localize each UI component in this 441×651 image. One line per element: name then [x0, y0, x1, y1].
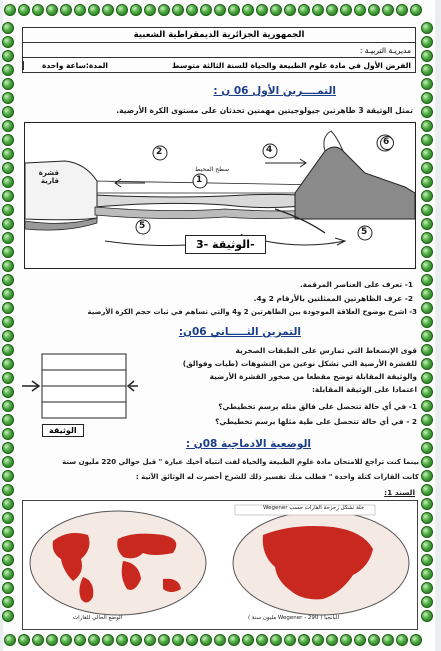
- border-bead: [228, 4, 240, 16]
- beaded-border-top: [4, 4, 422, 16]
- border-bead: [421, 204, 433, 216]
- border-bead: [421, 260, 433, 272]
- border-bead: [326, 634, 338, 646]
- border-bead: [2, 498, 14, 510]
- border-bead: [298, 634, 310, 646]
- border-bead: [421, 512, 433, 524]
- border-bead: [284, 4, 296, 16]
- border-bead: [421, 22, 433, 34]
- border-bead: [200, 4, 212, 16]
- border-bead: [130, 4, 142, 16]
- border-bead: [2, 78, 14, 90]
- border-bead: [32, 4, 44, 16]
- border-bead: [421, 218, 433, 230]
- border-bead: [298, 4, 310, 16]
- geology-figure: [24, 122, 416, 269]
- marker-1: 1: [196, 175, 203, 185]
- border-bead: [421, 358, 433, 370]
- beaded-border-right: [421, 22, 433, 622]
- marker-5a: 5: [139, 221, 146, 231]
- border-bead: [2, 470, 14, 482]
- rock-layers-diagram: [20, 350, 140, 430]
- border-bead: [2, 22, 14, 34]
- border-bead: [2, 36, 14, 48]
- source-1-label: السند 1:: [384, 488, 415, 497]
- marker-6: 6: [383, 137, 390, 147]
- border-bead: [88, 634, 100, 646]
- border-bead: [421, 526, 433, 538]
- ex2-question-2: 2 - في أي حالة تتحصل على طية مثلها برسم تخطيطي؟: [215, 417, 417, 426]
- border-bead: [2, 218, 14, 230]
- border-bead: [2, 344, 14, 356]
- border-bead: [2, 372, 14, 384]
- header-exam-row: [23, 58, 415, 72]
- border-bead: [284, 634, 296, 646]
- ex2-line-4: اعتمادا على الوثيقة المقابلة:: [311, 385, 417, 394]
- border-bead: [421, 106, 433, 118]
- border-bead: [228, 634, 240, 646]
- border-bead: [421, 50, 433, 62]
- maps-figure: [22, 500, 418, 630]
- header-republic-row: [23, 28, 415, 43]
- border-bead: [410, 4, 422, 16]
- border-bead: [421, 470, 433, 482]
- border-bead: [421, 400, 433, 412]
- border-bead: [340, 634, 352, 646]
- border-bead: [368, 4, 380, 16]
- border-bead: [2, 596, 14, 608]
- border-bead: [2, 582, 14, 594]
- border-bead: [2, 120, 14, 132]
- border-bead: [2, 232, 14, 244]
- exercise1-title: التمــــرين الأول 06 ن :: [213, 85, 336, 97]
- ex2-line-2: للقشرة الأرضية التي تشكل نوعين من التشوهات (طيات وفوالق): [182, 359, 417, 368]
- border-bead: [410, 634, 422, 646]
- border-bead: [242, 4, 254, 16]
- continents-maps: [23, 501, 417, 629]
- border-bead: [421, 302, 433, 314]
- ex1-question-3: 3- اشرح بوضوح العلاقة الموجودة بين الظاهرتين 2 و4 والتي تساهم في ثبات حجم الكرة الأرضية: [87, 308, 417, 316]
- ex2-line-1: قوى الإنضغاط التي تمارس على الطبقات الصخرية: [235, 346, 417, 355]
- border-bead: [2, 64, 14, 76]
- border-bead: [421, 372, 433, 384]
- border-bead: [144, 4, 156, 16]
- border-bead: [2, 92, 14, 104]
- border-bead: [242, 634, 254, 646]
- border-bead: [421, 148, 433, 160]
- border-bead: [88, 4, 100, 16]
- border-bead: [421, 316, 433, 328]
- border-bead: [60, 634, 72, 646]
- border-bead: [421, 134, 433, 146]
- border-bead: [2, 512, 14, 524]
- border-bead: [2, 358, 14, 370]
- integration-line-1: بينما كنت تراجع للامتحان مادة علوم الطبيعة والحياة لفت انتباه أخيك عبارة " قبل حوالي 220 مليون سنة: [62, 458, 419, 466]
- marker-2: 2: [156, 147, 163, 157]
- border-bead: [2, 274, 14, 286]
- border-bead: [2, 50, 14, 62]
- border-bead: [116, 634, 128, 646]
- border-bead: [421, 64, 433, 76]
- exercise2-title: التمرين الثـــــاني 06ن:: [178, 326, 301, 338]
- border-bead: [2, 526, 14, 538]
- border-bead: [2, 610, 14, 622]
- border-bead: [2, 288, 14, 300]
- border-bead: [2, 400, 14, 412]
- border-bead: [421, 498, 433, 510]
- border-bead: [421, 414, 433, 426]
- republic-title: الجمهورية الجزائرية الديمقراطية الشعبية: [133, 30, 305, 40]
- border-bead: [340, 4, 352, 16]
- border-bead: [421, 386, 433, 398]
- border-bead: [256, 634, 268, 646]
- exam-title: الفرض الأول في مادة علوم الطبيعة والحياة للسنة الثالثة متوسط: [172, 60, 411, 70]
- border-bead: [18, 634, 30, 646]
- crust-label: قشرة قارية: [38, 169, 59, 185]
- border-bead: [2, 134, 14, 146]
- border-bead: [256, 4, 268, 16]
- marker-5b: 5: [361, 227, 368, 237]
- border-bead: [172, 634, 184, 646]
- border-bead: [421, 274, 433, 286]
- border-bead: [421, 36, 433, 48]
- border-bead: [214, 4, 226, 16]
- border-bead: [2, 330, 14, 342]
- border-bead: [2, 456, 14, 468]
- border-bead: [421, 596, 433, 608]
- border-bead: [2, 428, 14, 440]
- beaded-border-bottom: [4, 634, 422, 646]
- border-bead: [354, 4, 366, 16]
- border-bead: [102, 634, 114, 646]
- border-bead: [421, 554, 433, 566]
- border-bead: [312, 4, 324, 16]
- border-bead: [2, 246, 14, 258]
- border-bead: [421, 330, 433, 342]
- border-bead: [326, 4, 338, 16]
- border-bead: [312, 634, 324, 646]
- border-bead: [421, 456, 433, 468]
- border-bead: [421, 162, 433, 174]
- ex1-question-2: 2- عرف الظاهرتين الممثلتين بالأرقام 2 و4.: [253, 294, 413, 303]
- border-bead: [18, 4, 30, 16]
- border-bead: [46, 4, 58, 16]
- border-bead: [214, 634, 226, 646]
- border-bead: [2, 554, 14, 566]
- beaded-border-left: [2, 22, 14, 622]
- integration-title: الوضعية الادماجية 08ن :: [185, 438, 311, 450]
- present-map-caption: الوضع الحالي للقارات: [73, 615, 123, 621]
- directorate-label: مديريـة التربيـة :: [359, 45, 411, 55]
- border-bead: [200, 634, 212, 646]
- border-bead: [144, 634, 156, 646]
- border-bead: [46, 634, 58, 646]
- integration-line-2: كانت القارات كتلة واحدة " فطلب منك تفسير ذلك للشرح أحضرت له الوثائق الآتية :: [135, 473, 419, 481]
- border-bead: [2, 386, 14, 398]
- border-bead: [2, 316, 14, 328]
- ex2-doc-label: الوثيقة: [42, 424, 84, 437]
- border-bead: [354, 634, 366, 646]
- border-bead: [116, 4, 128, 16]
- border-bead: [421, 190, 433, 202]
- border-bead: [2, 190, 14, 202]
- border-bead: [4, 4, 16, 16]
- border-bead: [421, 610, 433, 622]
- border-bead: [2, 568, 14, 580]
- border-bead: [2, 106, 14, 118]
- border-bead: [421, 232, 433, 244]
- border-bead: [2, 484, 14, 496]
- border-bead: [186, 634, 198, 646]
- border-bead: [102, 4, 114, 16]
- ex1-question-1: 1- تعرف على العناصر المرقمة.: [299, 280, 413, 289]
- border-bead: [2, 414, 14, 426]
- ocean-surface-label: سطح المحيط: [195, 166, 230, 173]
- border-bead: [421, 582, 433, 594]
- border-bead: [74, 4, 86, 16]
- border-bead: [270, 634, 282, 646]
- pangaea-map-caption: البانجيا ( Wegener - 290 مليون سنة ): [248, 615, 340, 621]
- border-bead: [421, 540, 433, 552]
- border-bead: [2, 302, 14, 314]
- border-bead: [382, 4, 394, 16]
- border-bead: [421, 428, 433, 440]
- border-bead: [158, 4, 170, 16]
- border-bead: [4, 634, 16, 646]
- border-bead: [421, 78, 433, 90]
- border-bead: [130, 634, 142, 646]
- border-bead: [270, 4, 282, 16]
- marker-4: 4: [266, 145, 273, 155]
- ex2-line-3: والوثيقة المقابلة توضح مقطعا من صخور القشرة الأرضية: [209, 372, 417, 381]
- border-bead: [2, 162, 14, 174]
- pangaea-map-title: خلة تشكل زحزحة القارات حسب Wegener: [263, 505, 365, 511]
- border-bead: [421, 288, 433, 300]
- border-bead: [421, 120, 433, 132]
- doc3-label: الوثيقة -3-: [185, 235, 266, 254]
- border-bead: [421, 484, 433, 496]
- border-bead: [382, 634, 394, 646]
- border-bead: [368, 634, 380, 646]
- border-bead: [172, 4, 184, 16]
- ex2-question-1: 1- في أي حالة تتحصل على فالق مثله برسم تخطيطي؟: [218, 402, 417, 411]
- header-directorate-row: [23, 43, 415, 58]
- border-bead: [2, 260, 14, 272]
- border-bead: [2, 540, 14, 552]
- border-bead: [421, 344, 433, 356]
- exercise1-intro: تمثل الوثيقة 3 ظاهرتين جيولوجيتين مهمتين تحدثان على مستوى الكرة الأرضية.: [116, 106, 413, 115]
- border-bead: [2, 176, 14, 188]
- border-bead: [396, 4, 408, 16]
- exam-duration: المدة:ساعة واحدة: [23, 61, 112, 70]
- border-bead: [421, 246, 433, 258]
- border-bead: [186, 4, 198, 16]
- border-bead: [421, 568, 433, 580]
- border-bead: [32, 634, 44, 646]
- border-bead: [158, 634, 170, 646]
- exam-header: [22, 27, 416, 73]
- border-bead: [421, 92, 433, 104]
- border-bead: [2, 442, 14, 454]
- border-bead: [2, 148, 14, 160]
- border-bead: [60, 4, 72, 16]
- border-bead: [396, 634, 408, 646]
- border-bead: [74, 634, 86, 646]
- border-bead: [421, 176, 433, 188]
- border-bead: [421, 442, 433, 454]
- border-bead: [2, 204, 14, 216]
